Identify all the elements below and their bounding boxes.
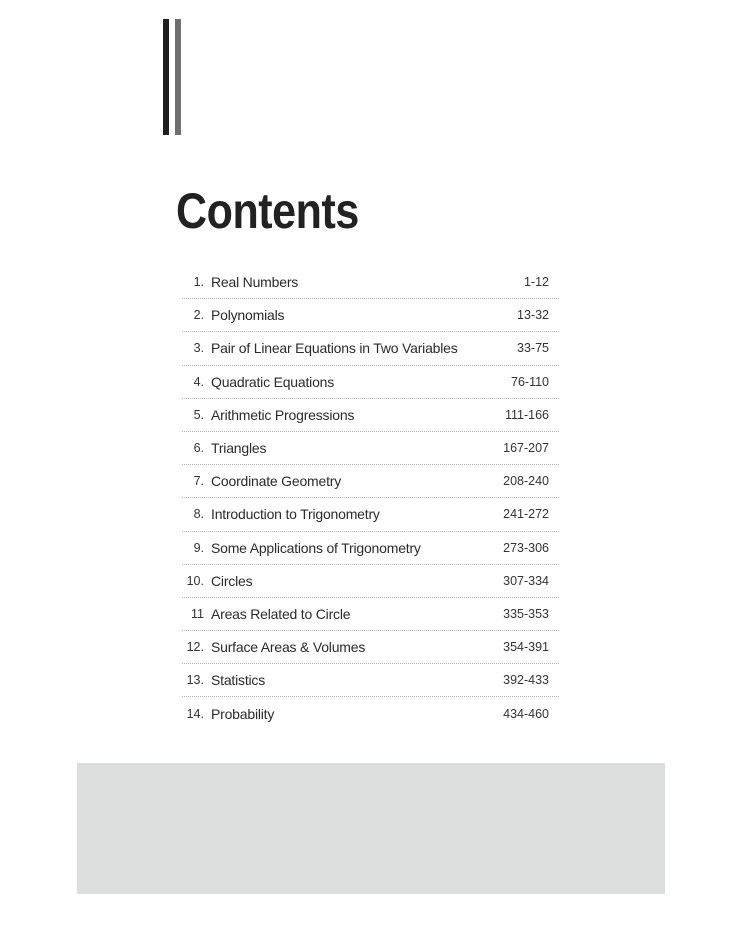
- toc-row[interactable]: [182, 664, 559, 697]
- chapter-pages: 392-433: [503, 673, 549, 688]
- page-title: Contents: [176, 183, 359, 239]
- chapter-number: 5.: [193, 407, 204, 422]
- chapter-number: 2.: [193, 308, 204, 323]
- chapter-pages: 76-110: [511, 374, 549, 389]
- chapter-pages: 273-306: [503, 540, 549, 555]
- chapter-title: Introduction to Trigonometry: [211, 506, 380, 523]
- chapter-title: Circles: [211, 572, 253, 589]
- toc-row[interactable]: [182, 332, 559, 365]
- toc-row[interactable]: [182, 299, 559, 332]
- toc-row[interactable]: [182, 565, 559, 598]
- chapter-title: Surface Areas & Volumes: [211, 639, 366, 656]
- chapter-title: Real Numbers: [211, 274, 299, 291]
- chapter-title: Areas Related to Circle: [211, 605, 351, 622]
- chapter-pages: 354-391: [503, 640, 549, 655]
- chapter-number: 14.: [186, 706, 204, 721]
- chapter-pages: 208-240: [503, 474, 549, 489]
- chapter-number: 12.: [186, 640, 204, 655]
- chapter-number: 1.: [193, 275, 204, 290]
- chapter-title: Probability: [211, 705, 275, 722]
- chapter-number: 11: [191, 606, 204, 621]
- toc-row[interactable]: [182, 465, 559, 498]
- chapter-number: 7.: [193, 474, 204, 489]
- chapter-number: 4.: [193, 374, 204, 389]
- chapter-pages: 33-75: [517, 341, 549, 356]
- toc-row[interactable]: [182, 432, 559, 465]
- chapter-pages: 111-166: [504, 407, 549, 422]
- toc-row[interactable]: [182, 631, 559, 664]
- toc-row[interactable]: [182, 366, 559, 399]
- chapter-title: Some Applications of Trigonometry: [211, 539, 421, 556]
- chapter-pages: 167-207: [503, 441, 549, 456]
- chapter-pages: 434-460: [503, 706, 549, 721]
- chapter-pages: 1-12: [523, 275, 549, 290]
- toc-row[interactable]: [182, 266, 559, 299]
- chapter-pages: 241-272: [503, 507, 549, 522]
- chapter-title: Triangles: [211, 440, 267, 457]
- decorative-bar-gray: [175, 19, 181, 135]
- decorative-bar-dark: [163, 19, 169, 135]
- chapter-number: 10.: [186, 573, 204, 588]
- toc-row[interactable]: [182, 498, 559, 531]
- chapter-title: Pair of Linear Equations in Two Variables: [211, 340, 458, 357]
- chapter-title: Coordinate Geometry: [211, 473, 342, 490]
- chapter-number: 13.: [186, 673, 204, 688]
- chapter-number: 8.: [193, 507, 204, 522]
- toc-row[interactable]: [182, 598, 559, 631]
- chapter-pages: 335-353: [503, 606, 549, 621]
- chapter-title: Quadratic Equations: [211, 373, 335, 390]
- chapter-title: Polynomials: [211, 307, 285, 324]
- chapter-pages: 13-32: [517, 308, 549, 323]
- toc-row[interactable]: [182, 532, 559, 565]
- chapter-title: Statistics: [211, 672, 266, 689]
- chapter-number: 6.: [193, 441, 204, 456]
- chapter-number: 3.: [193, 341, 204, 356]
- chapter-pages: 307-334: [503, 573, 549, 588]
- toc-row[interactable]: [182, 697, 559, 729]
- table-of-contents: [182, 266, 559, 730]
- toc-row[interactable]: [182, 399, 559, 432]
- gray-footer-panel: [77, 763, 665, 894]
- chapter-title: Arithmetic Progressions: [211, 406, 355, 423]
- chapter-number: 9.: [193, 540, 204, 555]
